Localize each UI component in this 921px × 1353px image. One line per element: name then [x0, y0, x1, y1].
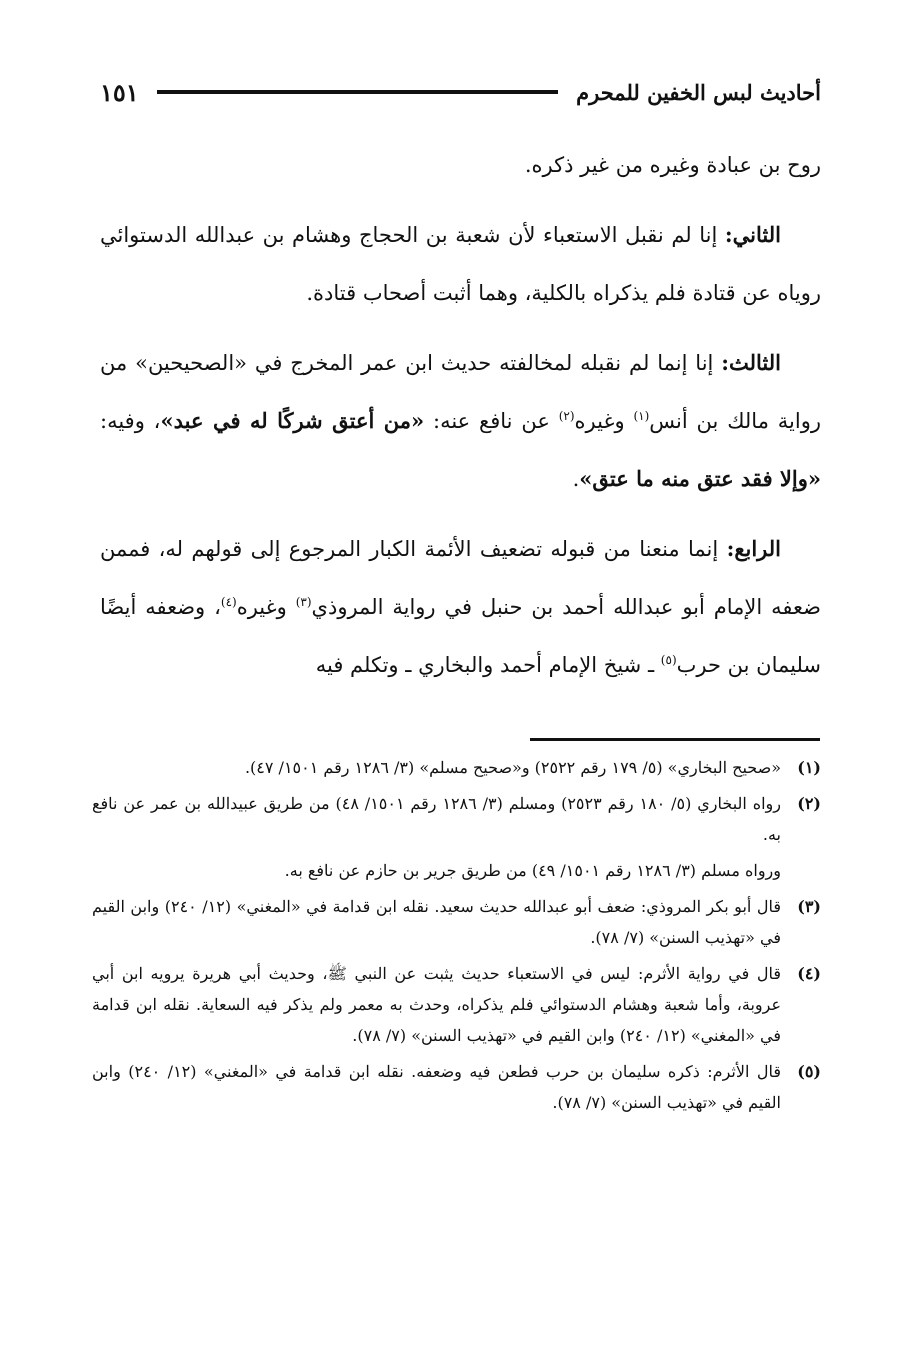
- header-rule: [157, 90, 558, 94]
- footnote: [92, 891, 821, 953]
- paragraph-text: وغيره: [236, 595, 287, 619]
- footnote-continuation: ورواه مسلم (٣/ ١٢٨٦ رقم ١٥٠١/ ٤٩) من طريق جرير بن حازم عن نافع به.: [284, 861, 781, 880]
- hadith-quote: «من أعتق شركًا له في عبد»: [160, 408, 425, 433]
- footnote-number: (٢): [797, 794, 821, 813]
- paragraph-text: روح بن عبادة وغيره من غير ذكره.: [524, 153, 821, 177]
- paragraph-text: ، وفيه:: [100, 409, 161, 433]
- paragraph-3: [100, 334, 821, 508]
- footnote-number: (١): [797, 758, 821, 777]
- running-title: أحاديث لبس الخفين للمحرم: [576, 79, 821, 105]
- paragraph-text: وغيره: [574, 409, 625, 433]
- paragraph-text: ـ شيخ الإمام أحمد والبخاري ـ وتكلم فيه: [315, 653, 655, 677]
- footnotes: [92, 752, 821, 1123]
- footnote-ref: (٢): [558, 409, 575, 423]
- footnote-number: (٥): [797, 1062, 821, 1081]
- paragraph-text: إنما منعنا من قبوله تضعيف الأئمة الكبار المرجوع إلى قولهم له، فممن ضعفه الإمام أبو عبدالله أحمد بن حنبل في رواية المروذي: [100, 537, 821, 619]
- footnote: [92, 1056, 821, 1118]
- paragraph-4: [100, 520, 821, 694]
- footnote-separator: [530, 738, 820, 741]
- paragraph-lead: الرابع:: [726, 536, 781, 561]
- page-number: ١٥١: [100, 77, 139, 107]
- page-header: [100, 70, 821, 114]
- hadith-quote: «وإلا فقد عتق منه ما عتق»: [579, 466, 821, 491]
- footnote-ref: (١): [633, 409, 650, 423]
- main-text: [100, 136, 821, 706]
- footnote: [92, 788, 821, 850]
- footnote-ref: (٤): [220, 595, 237, 609]
- paragraph-text: عن نافع عنه:: [433, 409, 550, 433]
- paragraph-text: .: [572, 467, 580, 491]
- footnote-text: «صحيح البخاري» (٥/ ١٧٩ رقم ٢٥٢٢) و«صحيح مسلم» (٣/ ١٢٨٦ رقم ١٥٠١/ ٤٧).: [244, 758, 781, 777]
- footnote-text: قال أبو بكر المروذي: ضعف أبو عبدالله حديث سعيد. نقله ابن قدامة في «المغني» (١٢/ ٢٤٠) وابن القيم في «تهذيب السنن» (٧/ ٧٨).: [92, 897, 782, 947]
- footnote-number: (٣): [797, 897, 821, 916]
- footnote-text: قال في رواية الأثرم: ليس في الاستعباء حديث يثبت عن النبي ﷺ، وحديث أبي هريرة يرويه ابن أبي عروبة، وأما شعبة وهشام الدستوائي فلم يذكراه، وحدث به معمر ولم يذكر فيه السعاية. نقله ابن قدامة في «المغني» (١٢/ ٢٤٠) وابن القيم في «تهذيب السنن» (٧/ ٧٨).: [92, 964, 781, 1045]
- footnote-ref: (٣): [295, 595, 312, 609]
- paragraph-text: ، وضعفه أيضًا سليمان بن حرب: [100, 595, 821, 677]
- footnote: [92, 752, 821, 783]
- footnote-ref: (٥): [660, 653, 677, 667]
- paragraph-lead: الثاني:: [724, 222, 781, 247]
- paragraph-1: [100, 136, 821, 194]
- footnote: [92, 958, 821, 1051]
- footnote-number: (٤): [797, 964, 821, 983]
- paragraph-lead: الثالث:: [721, 350, 781, 375]
- footnote-text: رواه البخاري (٥/ ١٨٠ رقم ٢٥٢٣) ومسلم (٣/ ١٢٨٦ رقم ١٥٠١/ ٤٨) من طريق عبيدالله بن عمر عن نافع به.: [92, 794, 781, 844]
- footnote-text: قال الأثرم: ذكره سليمان بن حرب فطعن فيه وضعفه. نقله ابن قدامة في «المغني» (١٢/ ٢٤٠) وابن القيم في «تهذيب السنن» (٧/ ٧٨).: [92, 1062, 782, 1112]
- paragraph-2: [100, 206, 821, 322]
- paragraph-text: إنا لم نقبل الاستعباء لأن شعبة بن الحجاج وهشام بن عبدالله الدستوائي روياه عن قتادة فلم يذكراه بالكلية، وهما أثبت أصحاب قتادة.: [100, 223, 821, 305]
- paragraph-text: إنا إنما لم نقبله لمخالفته حديث ابن عمر المخرج في «الصحيحين» من رواية مالك بن أنس: [100, 351, 822, 433]
